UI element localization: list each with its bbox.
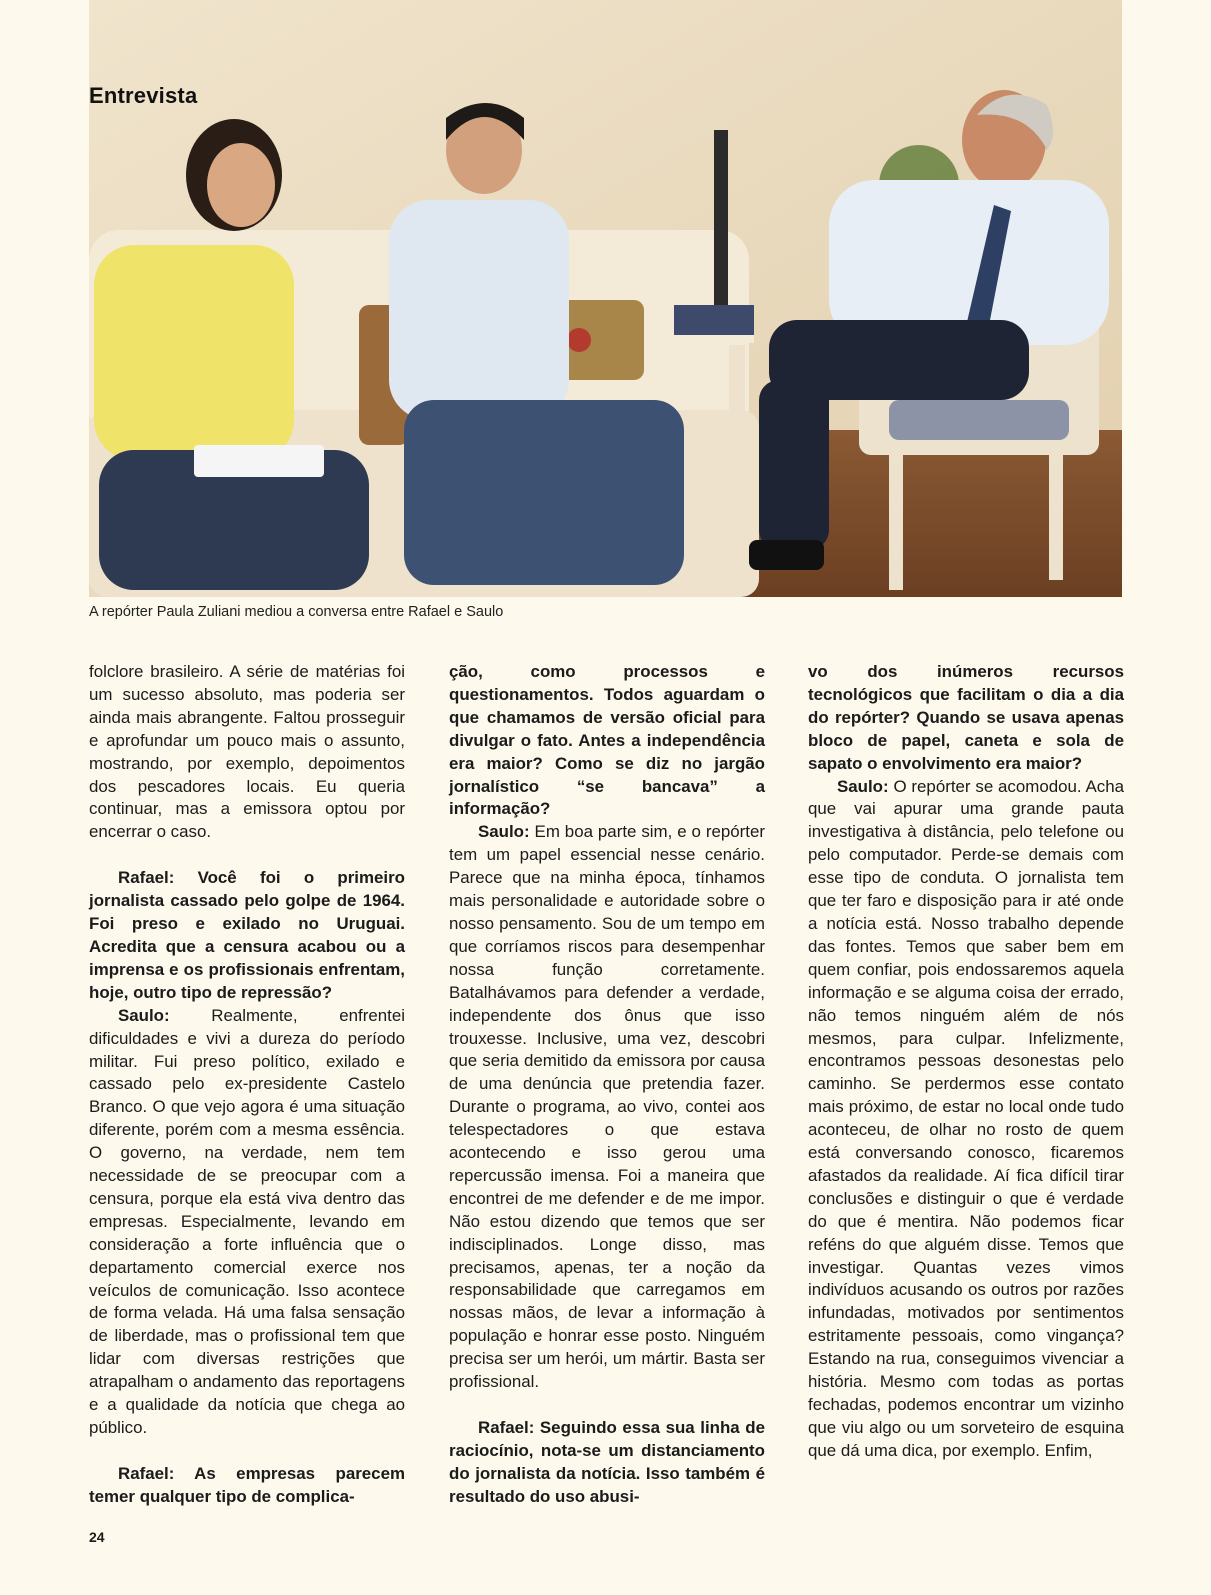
answer-text: Em boa parte sim, e o repórter tem um papel essencial nesse cenário. Parece que na minha época, tínhamos mais personalidade e autoridade sobre o nosso pensamento. Sou de um tempo em que corríamos riscos para desempenhar nossa função corretamente. Batalhávamos para defender a verdade, independente dos ônus que isso trouxesse. Inclusive, uma vez, descobri que seria demitido da emissora por causa de uma denúncia que pretendia fazer. Durante o programa, ao vivo, contei aos telespectadores o que estava acontecendo e isso gerou uma repercussão imensa. Foi a maneira que encontrei de me defender e de me impor. Não estou dizendo que temos que ser indisciplinados. Longe disso, mas precisamos, apenas, ter a noção da responsabilidade que carregamos em nossas mãos, de levar a informação à população e honrar esse posto. Ninguém precisa ser um herói, um mártir. Basta ser profissional. [449, 822, 765, 1392]
speaker-name: Saulo: [478, 822, 530, 842]
page-number: 24 [89, 1529, 105, 1545]
article-column-3 [808, 661, 1124, 1463]
question-paragraph: ção, como processos e questionamentos. Todos aguardam o que chamamos de versão oficial para divulgar o fato. Antes a independência era maior? Como se diz no jargão jornalístico “se bancava” a informação? [449, 662, 765, 819]
article-column-1 [89, 661, 405, 1509]
question-paragraph: Rafael: Seguindo essa sua linha de raciocínio, nota-se um distanciamento do jornalista da notícia. Isso também é resultado do uso abusi- [449, 1418, 765, 1506]
answer-paragraph [89, 1005, 405, 1440]
question-paragraph: Rafael: As empresas parecem temer qualquer tipo de complica- [89, 1463, 405, 1506]
article-column-2 [449, 661, 765, 1509]
answer-text: O repórter se acomodou. Acha que vai apurar uma grande pauta investigativa à distância, pelo telefone ou pelo computador. Perde-se demais com esse tipo de conduta. O jornalista tem que ter faro e disposição para ir até onde a notícia está. Nosso trabalho depende das fontes. Temos que saber bem em quem confiar, pois endossaremos aquela informação e se alguma coisa der errado, não temos ninguém além de nós mesmos, para culpar. Infelizmente, encontramos pessoas desonestas pelo caminho. Se perdermos esse contato mais próximo, de estar no local onde tudo aconteceu, de olhar no rosto de quem está conversando conosco, ficaremos afastados da realidade. Aí fica difícil tirar conclusões e distinguir o que é verdade do que é mentira. Não podemos ficar reféns do que alguém disse. Temos que investigar. Quantas vezes vimos indivíduos acusando os outros por razões infundadas, motivados por sentimentos estritamente pessoais, como vingança? Estando na rua, conseguimos vivenciar a história. Mesmo com todas as portas fechadas, podemos encontrar um vizinho que viu algo ou um sorveteiro de esquina que dá uma dica, por exemplo. Enfim, [808, 776, 1124, 1460]
speaker-name: Saulo: [118, 1005, 170, 1025]
photo-caption: A repórter Paula Zuliani mediou a conversa entre Rafael e Saulo [89, 604, 504, 620]
answer-paragraph [808, 776, 1124, 1463]
question-paragraph: vo dos inúmeros recursos tecnológicos que facilitam o dia a dia do repórter? Quando se usava apenas bloco de papel, caneta e sola de sapato o envolvimento era maior? [808, 662, 1124, 773]
answer-text: Realmente, enfrentei dificuldades e vivi a dureza do período militar. Fui preso político, exilado e cassado pelo ex-presidente Castelo Branco. O que vejo agora é uma situação diferente, porém com a mesma essência. O governo, na verdade, nem tem necessidade de se preocupar com a censura, porque ela está viva dentro das empresas. Especialmente, levando em consideração a forte influência que o departamento comercial exerce nos veículos de comunicação. Isso acontece de forma velada. Há uma falsa sensação de liberdade, mas o profissional tem que lidar com diversas restrições que atrapalham o andamento das reportagens e a qualidade da notícia que chega ao público. [89, 1005, 405, 1437]
interview-photo-illustration [89, 0, 1122, 597]
interview-photo [89, 0, 1122, 597]
speaker-name: Saulo: [837, 776, 889, 796]
question-paragraph: Rafael: Você foi o primeiro jornalista cassado pelo golpe de 1964. Foi preso e exilado no Uruguai. Acredita que a censura acabou ou a imprensa e os profissionais enfrentam, hoje, outro tipo de repressão? [89, 868, 405, 1002]
section-label: Entrevista [89, 83, 198, 108]
answer-paragraph: folclore brasileiro. A série de matérias foi um sucesso absoluto, mas poderia ser ainda mais abrangente. Faltou prosseguir e aprofundar um pouco mais o assunto, mostrando, por exemplo, depoimentos dos pescadores locais. Eu queria continuar, mas a emissora optou por encerrar o caso. [89, 662, 405, 842]
answer-paragraph [449, 821, 765, 1394]
